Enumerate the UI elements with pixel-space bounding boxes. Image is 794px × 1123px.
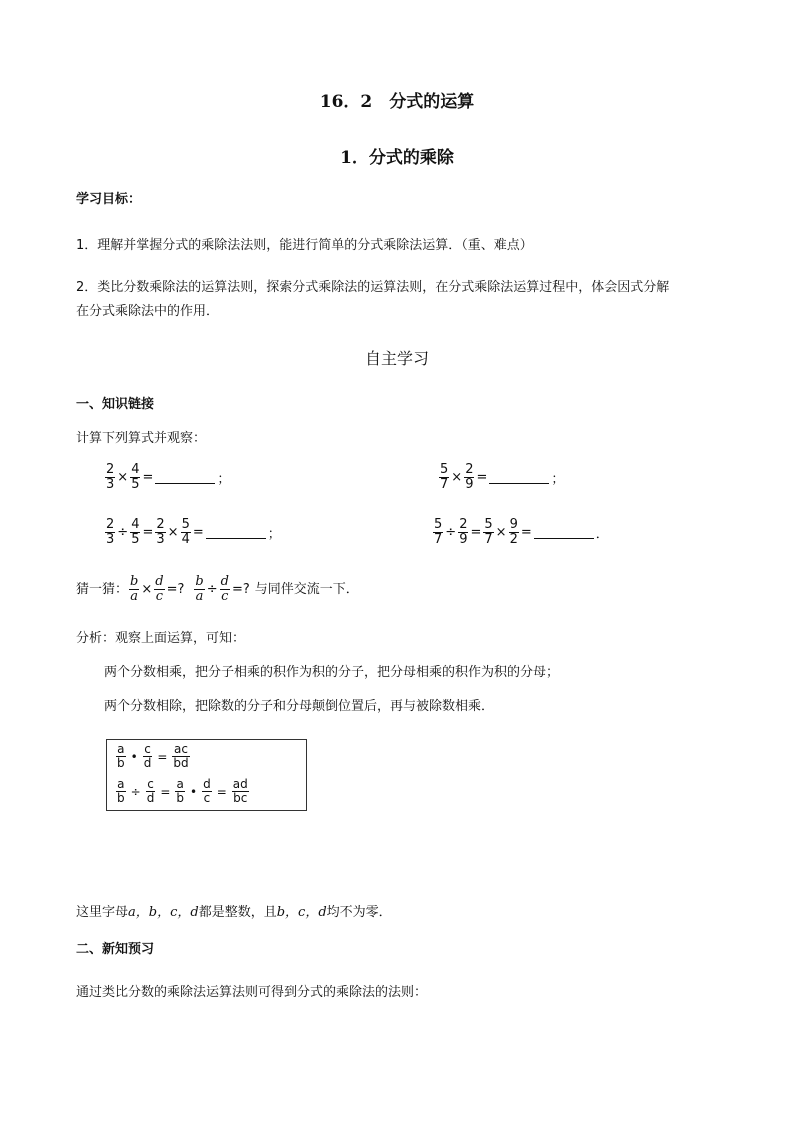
preview-heading: 二、新知预习 xyxy=(76,942,155,957)
letters-note: 这里字母a，b，c，d都是整数，且b，c，d均不为零． xyxy=(76,905,392,920)
exercise-4: $\frac{5}{7}$ ÷ $\frac{2}{9}$ = $\frac{5}{7}$ × $\frac{9}{2}$ = ． xyxy=(434,517,609,547)
answer-blank xyxy=(155,471,215,484)
fraction: $\frac{c}{d}$ xyxy=(146,777,155,805)
fraction: $\frac{2}{3}$ xyxy=(106,517,115,547)
guess-tail: 与同伴交流一下． xyxy=(254,581,359,597)
fraction: $\frac{4}{5}$ xyxy=(131,462,140,492)
objective-1: 1．理解并掌握分式的乘除法法则，能进行简单的分式乘除法运算．（重、难点） xyxy=(76,238,533,253)
fraction: $\frac{ad}{bc}$ xyxy=(232,777,248,805)
exercise-1: $\frac{2}{3}$ × $\frac{4}{5}$ = ； xyxy=(106,462,231,492)
preview-text: 通过类比分数的乘除法运算法则可得到分式的乘除法的法则： xyxy=(76,985,428,1000)
rule-multiply: 两个分数相乘，把分子相乘的积作为积的分子，把分母相乘的积作为积的分母； xyxy=(104,665,560,680)
fraction: $\frac{5}{4}$ xyxy=(181,517,190,547)
subsection-title: 1．分式的乘除 xyxy=(340,148,454,168)
fraction: $\frac{a}{b}$ xyxy=(176,777,184,805)
formula-box xyxy=(106,739,307,811)
fraction: $\frac{5}{7}$ xyxy=(434,517,443,547)
answer-blank xyxy=(489,471,549,484)
fraction: $\frac{5}{7}$ xyxy=(484,517,493,547)
fraction: $\frac{d}{c}$ xyxy=(220,574,229,604)
fraction: $\frac{5}{7}$ xyxy=(440,462,449,492)
fraction: $\frac{d}{c}$ xyxy=(155,574,164,604)
exercise-2: $\frac{5}{7}$ × $\frac{2}{9}$ = ； xyxy=(440,462,565,492)
objective-2-line1: 2．类比分数乘除法的运算法则，探索分式乘除法的运算法则，在分式乘除法运算过程中，体会因式分解 xyxy=(76,280,670,295)
objectives-heading: 学习目标： xyxy=(76,192,142,207)
fraction: $\frac{2}{9}$ xyxy=(465,462,474,492)
fraction: $\frac{a}{b}$ xyxy=(117,742,125,770)
page-title: 16．2 分式的运算 xyxy=(319,92,475,112)
guess-line: 猜一猜： $\frac{b}{a}$ × $\frac{d}{c}$ =? $\frac{b}{a}$ ÷ $\frac{d}{c}$ =? 与同伴交流一下． xyxy=(76,574,359,604)
answer-blank xyxy=(206,526,266,539)
exercise-3: $\frac{2}{3}$ ÷ $\frac{4}{5}$ = $\frac{2}{3}$ × $\frac{5}{4}$ = ； xyxy=(106,517,281,547)
fraction: $\frac{ac}{bd}$ xyxy=(173,742,189,770)
fraction: $\frac{b}{a}$ xyxy=(195,574,204,604)
guess-label: 猜一猜： xyxy=(76,581,129,597)
analysis-text: 分析：观察上面运算，可知： xyxy=(76,631,246,646)
fraction: $\frac{b}{a}$ xyxy=(130,574,139,604)
compute-prompt: 计算下列算式并观察： xyxy=(76,431,207,446)
fraction: $\frac{2}{3}$ xyxy=(106,462,115,492)
rule-divide: 两个分数相除，把除数的分子和分母颠倒位置后，再与被除数相乘． xyxy=(104,699,495,714)
fraction: $\frac{4}{5}$ xyxy=(131,517,140,547)
fraction: $\frac{a}{b}$ xyxy=(117,777,125,805)
self-study-heading: 自主学习 xyxy=(364,349,429,368)
answer-blank xyxy=(534,526,594,539)
fraction: $\frac{9}{2}$ xyxy=(509,517,518,547)
fraction: $\frac{c}{d}$ xyxy=(143,742,152,770)
knowledge-link-heading: 一、知识链接 xyxy=(76,397,155,412)
fraction: $\frac{2}{3}$ xyxy=(156,517,165,547)
fraction: $\frac{2}{9}$ xyxy=(459,517,468,547)
fraction: $\frac{d}{c}$ xyxy=(203,777,211,805)
formula-multiply: $\frac{a}{b}$ • $\frac{c}{d}$ = $\frac{ac}{bd}$ xyxy=(117,742,189,770)
objective-2-line2: 在分式乘除法中的作用． xyxy=(76,304,220,319)
formula-divide: $\frac{a}{b}$ ÷ $\frac{c}{d}$ = $\frac{a}{b}$ • $\frac{d}{c}$ = $\frac{ad}{bc}$ xyxy=(117,777,248,805)
